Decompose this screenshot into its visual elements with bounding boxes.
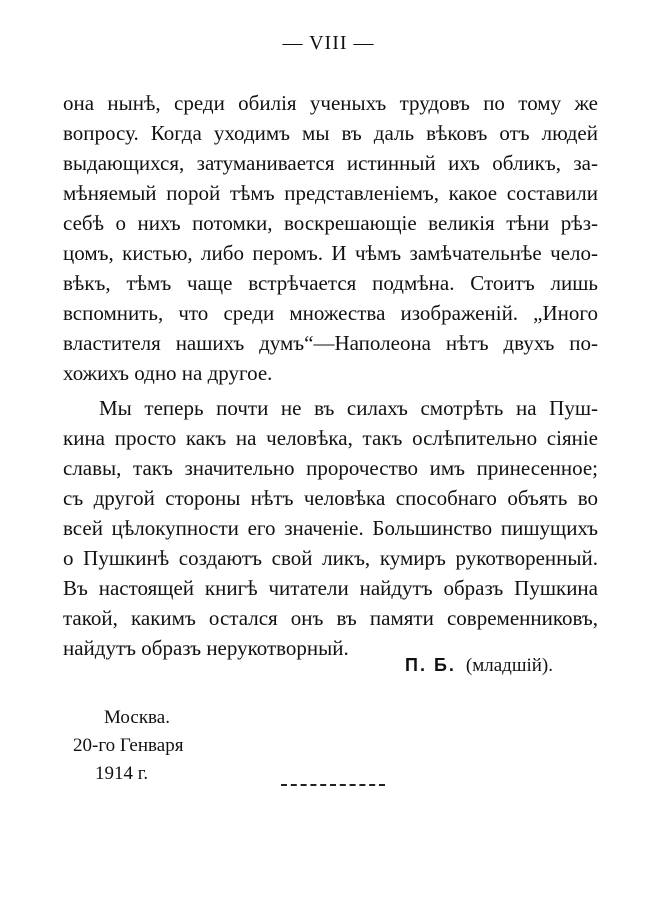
text-line: хожихъ одно на другое.	[63, 361, 273, 385]
text-line: цомъ, кистью, либо перомъ. И чѣмъ замѣчательнѣе чело-	[63, 241, 598, 265]
text-line: мѣняемый порой тѣмъ представленіемъ, какое составили	[63, 181, 598, 205]
text-line: вѣкъ, тѣмъ чаще встрѣчается подмѣна. Стоитъ лишь	[63, 271, 598, 295]
text-line: кина просто какъ на человѣка, такъ ослѣпительно сіяніе	[63, 426, 598, 450]
place-date: 20-го Генваря	[73, 735, 184, 756]
text-line: такой, какимъ остался онъ въ памяти современниковъ,	[63, 606, 598, 630]
place-city: Москва.	[104, 707, 170, 728]
text-line: Мы теперь почти не въ силахъ смотрѣть на Пуш-	[99, 396, 598, 420]
text-line: славы, такъ значительно пророчество имъ принесенное;	[63, 456, 598, 480]
text-line: себѣ о нихъ потомки, воскрешающіе великія тѣни рѣз-	[63, 211, 598, 235]
text-line: вопросу. Когда уходимъ мы въ даль вѣковъ отъ людей	[63, 121, 598, 145]
closing-rule	[281, 784, 385, 786]
text-line: найдутъ образъ нерукотворный.	[63, 636, 349, 660]
text-line: властителя нашихъ думъ“—Наполеона нѣтъ двухъ по-	[63, 331, 598, 355]
place-year: 1914 г.	[95, 763, 149, 784]
text-line: она нынѣ, среди обилія ученыхъ трудовъ по тому же	[63, 91, 598, 115]
text-line: всей цѣлокупности его значеніе. Большинство пишущихъ	[63, 516, 598, 540]
author-initials: П. Б.	[405, 655, 456, 675]
author-signature	[405, 655, 553, 677]
text-line: выдающихся, затуманивается истинный ихъ обликъ, за-	[63, 151, 598, 175]
text-line: Въ настоящей книгѣ читатели найдутъ образъ Пушкина	[63, 576, 598, 600]
author-note: (младшій).	[465, 655, 553, 676]
text-line: вспомнить, что среди множества изображеній. „Иного	[63, 301, 598, 325]
text-line: съ другой стороны нѣтъ человѣка способнаго объять во	[63, 486, 598, 510]
text-line: о Пушкинѣ создаютъ свой ликъ, кумиръ рукотворенный.	[63, 546, 598, 570]
page-number: — VIII —	[282, 32, 375, 54]
